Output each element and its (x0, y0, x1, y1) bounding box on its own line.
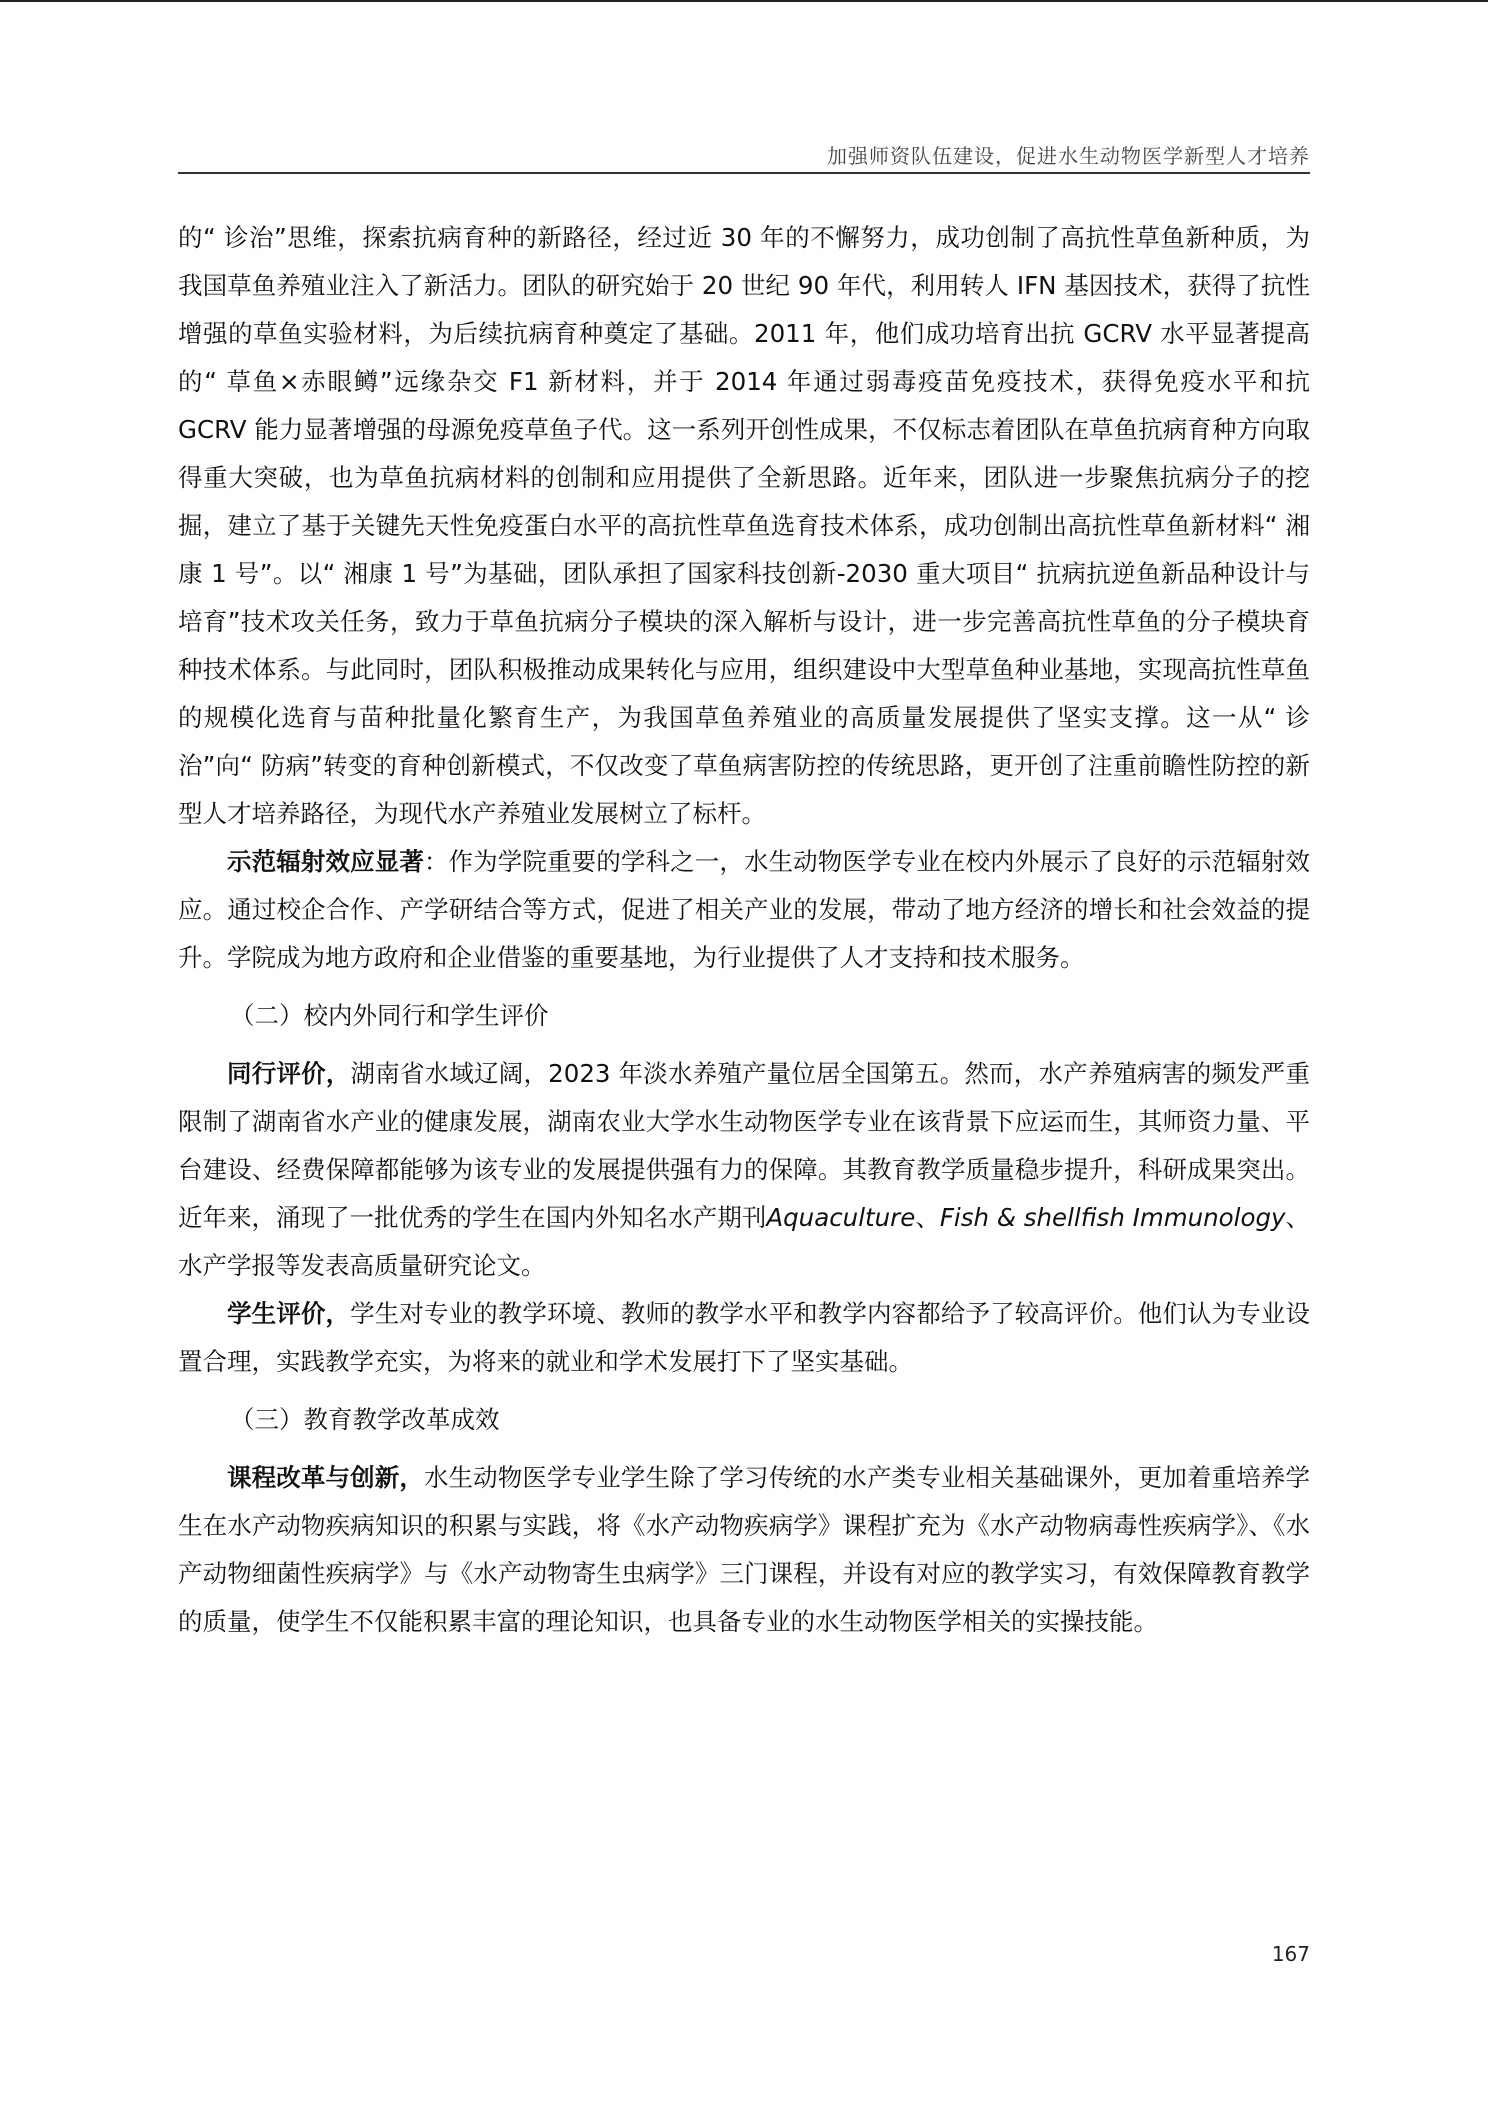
paragraph-lead-peer: 同行评价， (227, 1059, 351, 1088)
paragraph-body-demonstration: ：作为学院重要的学科之一，水生动物医学专业在校内外展示了良好的示范辐射效应。通过校企合作、产学研结合等方式，促进了相关产业的发展，带动了地方经济的增长和社会效益的提升。学院成为地方政府和企业借鉴的重要基地，为行业提供了人才支持和技术服务。 (178, 847, 1311, 972)
paragraph-lead-student: 学生评价， (227, 1299, 351, 1328)
journal-name-aquaculture: Aquaculture (766, 1203, 916, 1232)
paragraph-body-student: 学生对专业的教学环境、教师的教学水平和教学内容都给予了较高评价。他们认为专业设置合理，实践教学充实，为将来的就业和学术发展打下了坚实基础。 (178, 1299, 1311, 1376)
paragraph-curriculum-reform (178, 1454, 1310, 1646)
page-number: 167 (1271, 1942, 1310, 1966)
journal-name-fish-shellfish-immunology: Fish & shellfish Immunology (939, 1203, 1286, 1232)
paragraph-lead-curriculum: 课程改革与创新， (227, 1463, 424, 1492)
section-heading-evaluation: （二）校内外同行和学生评价 (230, 1001, 549, 1030)
paragraph-lead-demonstration: 示范辐射效应显著 (227, 847, 424, 876)
journal-separator: 、 (915, 1203, 940, 1232)
paragraph-peer-evaluation (178, 1050, 1310, 1290)
running-header-title: 加强师资队伍建设，促进水生动物医学新型人才培养 (827, 144, 1310, 168)
paragraph-tail-peer: 、水产学报等发表高质量研究论文。 (178, 1203, 1311, 1280)
header-rule (178, 172, 1310, 174)
paragraph-student-evaluation (178, 1290, 1310, 1386)
paragraph-body-peer: 湖南省水域辽阔，2023 年淡水养殖产量位居全国第五。然而，水产养殖病害的频发严重限制了湖南省水产业的健康发展，湖南农业大学水生动物医学专业在该背景下应运而生，其师资力量、平台建设、经费保障都能够为该专业的发展提供强有力的保障。其教育教学质量稳步提升，科研成果突出。近年来，涌现了一批优秀的学生在国内外知名水产期刊 (178, 1059, 1311, 1232)
paragraph-breeding-innovation: 的“ 诊治”思维，探索抗病育种的新路径，经过近 30 年的不懈努力，成功创制了高抗性草鱼新种质，为我国草鱼养殖业注入了新活力。团队的研究始于 20 世纪 90 年代，利用转人 IFN 基因技术，获得了抗性增强的草鱼实验材料，为后续抗病育种奠定了基础。2011 年，他们成功培育出抗 GCRV 水平显著提高的“ 草鱼×赤眼鳟”远缘杂交 F1 新材料，并于 2014 年通过弱毒疫苗免疫技术，获得免疫水平和抗 GCRV 能力显著增强的母源免疫草鱼子代。这一系列开创性成果，不仅标志着团队在草鱼抗病育种方向取得重大突破，也为草鱼抗病材料的创制和应用提供了全新思路。近年来，团队进一步聚焦抗病分子的挖掘，建立了基于关键先天性免疫蛋白水平的高抗性草鱼选育技术体系，成功创制出高抗性草鱼新材料“ 湘康 1 号”。以“ 湘康 1 号”为基础，团队承担了国家科技创新-2030 重大项目“ 抗病抗逆鱼新品种设计与培育”技术攻关任务，致力于草鱼抗病分子模块的深入解析与设计，进一步完善高抗性草鱼的分子模块育种技术体系。与此同时，团队积极推动成果转化与应用，组织建设中大型草鱼种业基地，实现高抗性草鱼的规模化选育与苗种批量化繁育生产，为我国草鱼养殖业的高质量发展提供了坚实支撑。这一从“ 诊治”向“ 防病”转变的育种创新模式，不仅改变了草鱼病害防控的传统思路，更开创了注重前瞻性防控的新型人才培养路径，为现代水产养殖业发展树立了标杆。 (178, 223, 1310, 828)
article-body (178, 214, 1310, 1646)
section-heading-reform: （三）教育教学改革成效 (230, 1405, 500, 1434)
paragraph-body-curriculum: 水生动物医学专业学生除了学习传统的水产类专业相关基础课外，更加着重培养学生在水产动物疾病知识的积累与实践，将《水产动物疾病学》课程扩充为《水产动物病毒性疾病学》、《水产动物细菌性疾病学》与《水产动物寄生虫病学》三门课程，并设有对应的教学实习，有效保障教育教学的质量，使学生不仅能积累丰富的理论知识，也具备专业的水生动物医学相关的实操技能。 (178, 1463, 1311, 1636)
top-border-rule (0, 0, 1488, 2)
paragraph-demonstration-effect (178, 838, 1310, 982)
